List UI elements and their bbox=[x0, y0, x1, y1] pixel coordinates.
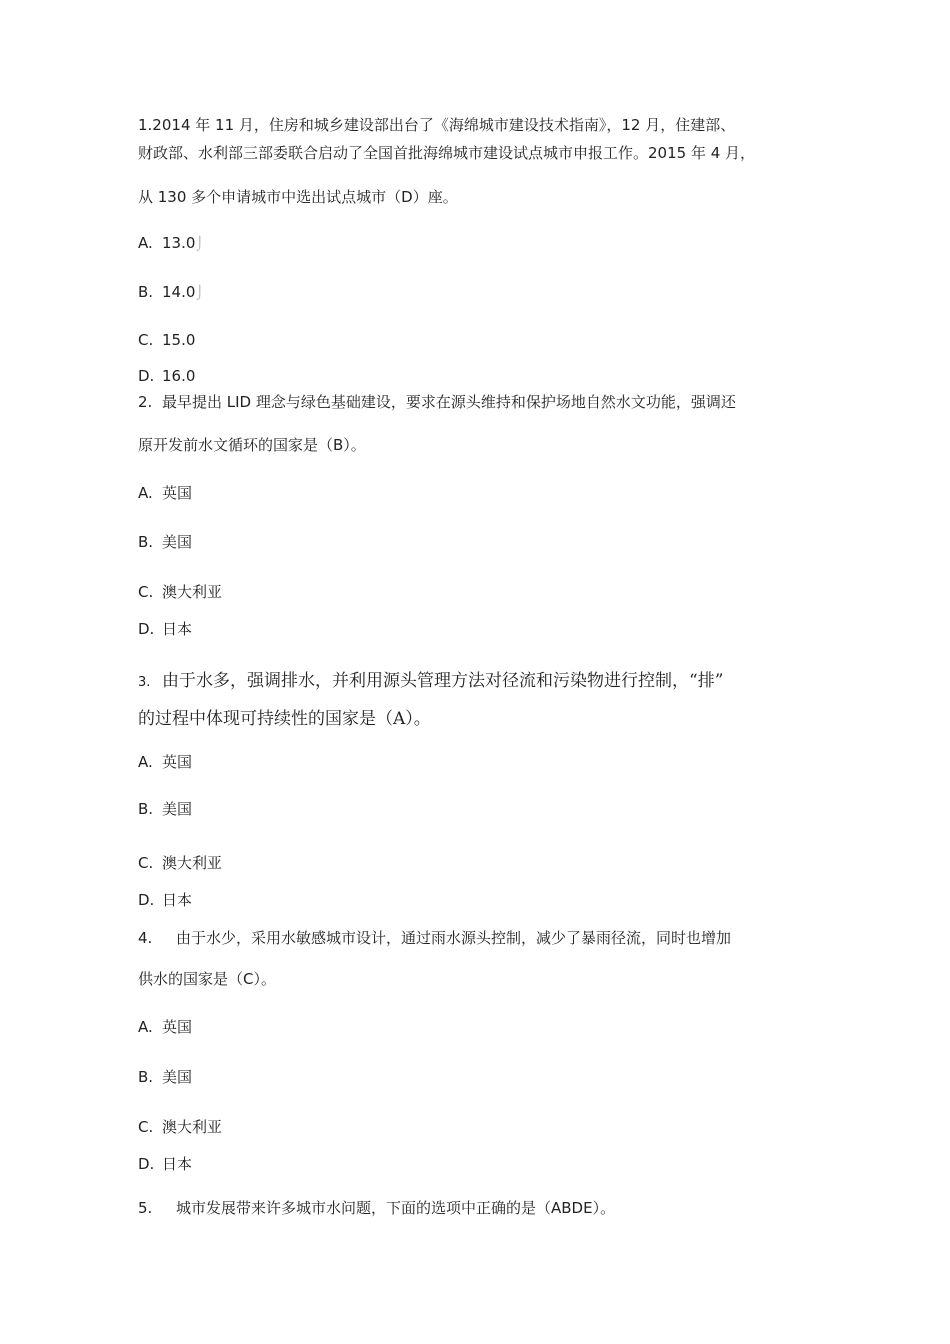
option-text: 日本 bbox=[162, 891, 193, 909]
option-text: 美国 bbox=[162, 800, 193, 818]
q4-option-b bbox=[138, 1067, 192, 1087]
option-key: A. bbox=[138, 753, 153, 771]
option-key: C. bbox=[138, 583, 154, 601]
q2-option-d bbox=[138, 619, 192, 639]
q5-text-line1: 城市发展带来许多城市水问题，下面的选项中正确的是（ABDE）。 bbox=[176, 1199, 616, 1217]
q5-line1 bbox=[138, 1198, 615, 1218]
text-cursor-icon: ⌡ bbox=[196, 286, 204, 301]
q1-line1: 1.2014 年 11 月，住房和城乡建设部出台了《海绵城市建设技术指南》，12 月，住建部、 bbox=[138, 116, 736, 134]
option-key: C. bbox=[138, 331, 154, 349]
option-text: 英国 bbox=[162, 753, 193, 771]
question-number: 2. bbox=[138, 393, 153, 411]
option-text: 13.0 bbox=[162, 234, 196, 252]
q4-line1 bbox=[138, 928, 731, 948]
q2-line1 bbox=[138, 392, 736, 412]
question-number: 4. bbox=[138, 929, 153, 947]
option-key: B. bbox=[138, 1068, 154, 1086]
option-text: 澳大利亚 bbox=[162, 854, 223, 872]
q3-option-b bbox=[138, 799, 192, 819]
option-key: D. bbox=[138, 891, 155, 909]
q4-line2: 供水的国家是（C）。 bbox=[138, 970, 276, 988]
question-number: 3. bbox=[138, 675, 151, 690]
q4-option-c bbox=[138, 1117, 222, 1137]
option-key: C. bbox=[138, 1118, 154, 1136]
option-text: 14.0 bbox=[162, 283, 196, 301]
option-text: 日本 bbox=[162, 1155, 193, 1173]
option-text: 15.0 bbox=[162, 331, 196, 349]
option-key: D. bbox=[138, 367, 155, 385]
q4-option-a bbox=[138, 1017, 192, 1037]
option-text: 澳大利亚 bbox=[162, 583, 223, 601]
option-key: D. bbox=[138, 1155, 155, 1173]
q3-line2: 的过程中体现可持续性的国家是（A）。 bbox=[138, 709, 431, 729]
q1-line2: 财政部、水利部三部委联合启动了全国首批海绵城市建设试点城市申报工作。2015 年 4 月， bbox=[138, 144, 756, 162]
q1-option-a bbox=[138, 233, 203, 255]
q2-option-c bbox=[138, 582, 222, 602]
q2-option-b bbox=[138, 532, 192, 552]
option-key: A. bbox=[138, 484, 153, 502]
q2-option-a bbox=[138, 483, 192, 503]
q1-option-d bbox=[138, 366, 195, 386]
text-cursor-icon: ⌡ bbox=[196, 237, 204, 252]
option-text: 美国 bbox=[162, 533, 193, 551]
q3-option-c bbox=[138, 853, 222, 873]
option-key: C. bbox=[138, 854, 154, 872]
q2-line2: 原开发前水文循环的国家是（B）。 bbox=[138, 436, 366, 454]
option-text: 英国 bbox=[162, 1018, 193, 1036]
q1-option-c bbox=[138, 330, 195, 350]
question-number: 5. bbox=[138, 1199, 153, 1217]
q3-option-a bbox=[138, 752, 192, 772]
option-text: 美国 bbox=[162, 1068, 193, 1086]
q1-option-b bbox=[138, 282, 203, 304]
option-key: A. bbox=[138, 1018, 153, 1036]
option-key: D. bbox=[138, 620, 155, 638]
option-key: B. bbox=[138, 283, 154, 301]
option-key: A. bbox=[138, 234, 153, 252]
q3-option-d bbox=[138, 890, 192, 910]
option-text: 英国 bbox=[162, 484, 193, 502]
option-key: B. bbox=[138, 533, 154, 551]
q3-text-line1: 由于水多，强调排水，并利用源头管理方法对径流和污染物进行控制，“排” bbox=[162, 671, 724, 691]
q4-option-d bbox=[138, 1154, 192, 1174]
q3-line1 bbox=[138, 670, 723, 694]
option-text: 16.0 bbox=[162, 367, 196, 385]
q4-text-line1: 由于水少，采用水敏感城市设计，通过雨水源头控制，减少了暴雨径流，同时也增加 bbox=[176, 929, 732, 947]
option-text: 澳大利亚 bbox=[162, 1118, 223, 1136]
q2-text-line1: 最早提出 LID 理念与绿色基础建设，要求在源头维持和保护场地自然水文功能，强调还 bbox=[162, 393, 736, 411]
q1-line3: 从 130 多个申请城市中选出试点城市（D）座。 bbox=[138, 188, 458, 206]
option-text: 日本 bbox=[162, 620, 193, 638]
option-key: B. bbox=[138, 800, 154, 818]
